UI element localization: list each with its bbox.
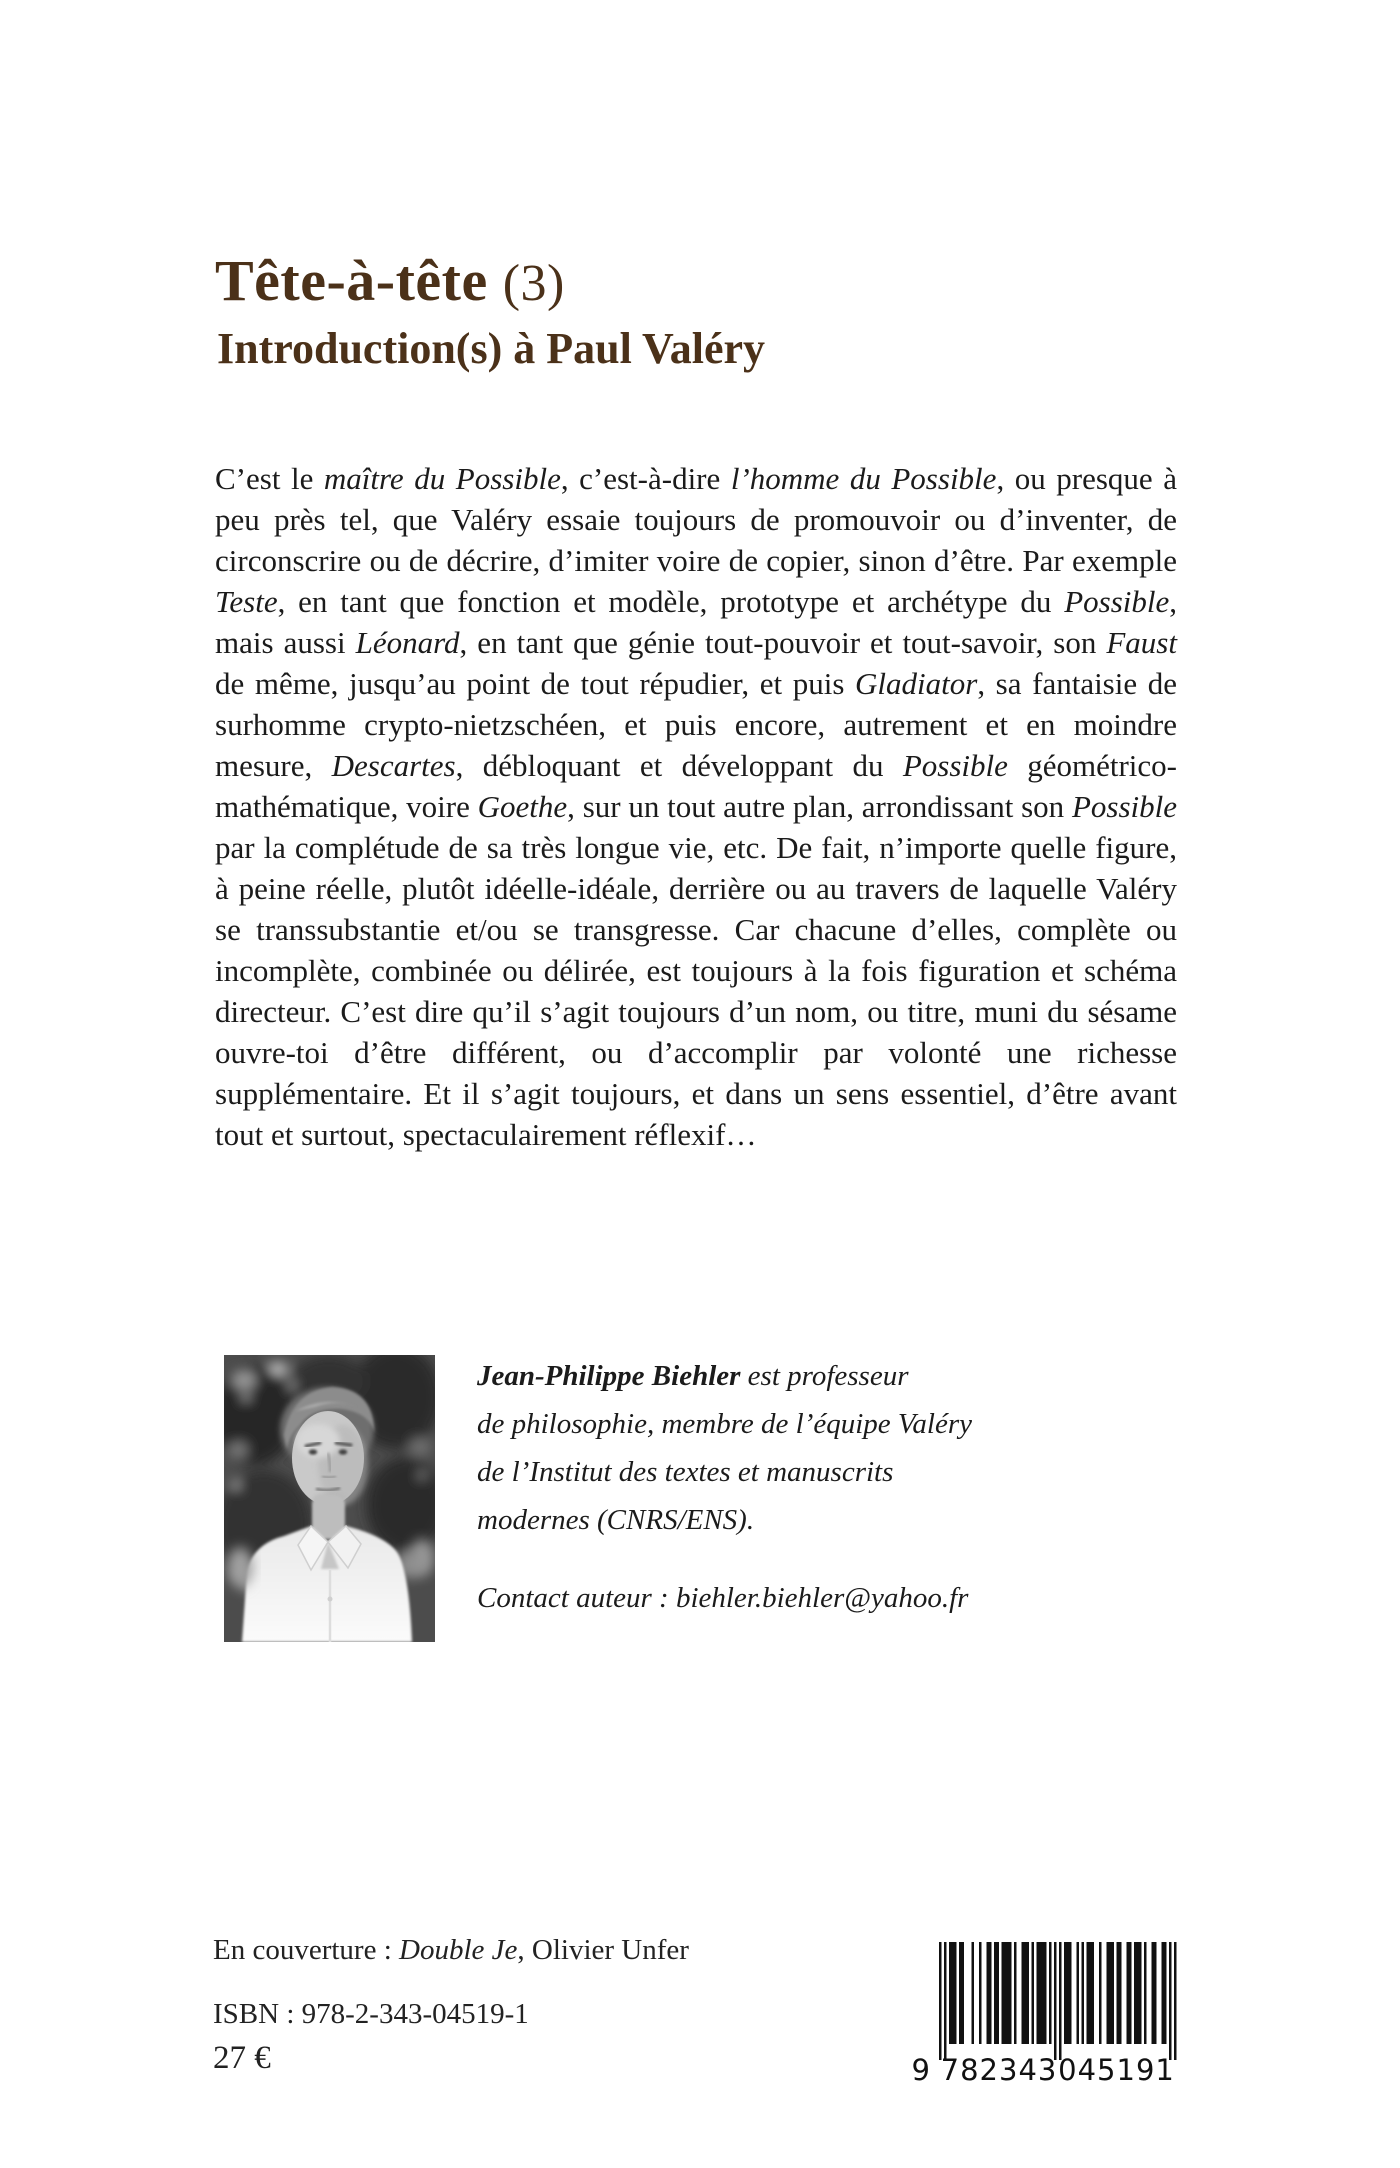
author-bio <box>477 1352 972 1622</box>
author-contact: Contact auteur : biehler.biehler@yahoo.fr <box>477 1582 969 1614</box>
author-photo <box>224 1355 435 1642</box>
text-segment: , sa fantaisie de surhomme crypto-nietzschéen, et puis encore, autrement et en moindre mesure, <box>215 666 1177 783</box>
barcode-digits: 045191 <box>1058 2053 1175 2082</box>
text-segment: l’homme du Possible <box>730 461 997 496</box>
text-segment: Léonard <box>355 625 460 660</box>
barcode-svg <box>899 1942 1179 2082</box>
bio-line <box>477 1352 972 1400</box>
text-segment: Jean-Philippe Biehler <box>477 1360 741 1392</box>
author-photo-image <box>224 1355 435 1642</box>
text-segment: Teste <box>215 584 278 619</box>
isbn: ISBN : 978-2-343-04519-1 <box>213 1998 529 2030</box>
text-segment: , c’est-à-dire <box>560 461 731 496</box>
text-segment: En couverture : <box>213 1934 400 1966</box>
text-segment: de philosophie, membre de l’équipe Valéry <box>477 1408 973 1440</box>
text-segment: , en tant que fonction et modèle, prototype et archétype du <box>277 584 1065 619</box>
text-segment: Descartes <box>331 748 456 783</box>
text-segment: par la complétude de sa très longue vie, etc. De fait, n’importe quelle figure, à peine réelle, plutôt idéelle-idéale, derrière ou au travers de laquelle Valéry se transsubstantie et/ou se transgresse. Car chacune d’elles, complète ou incomplète, combinée ou délirée, est toujours à la fois figuration et schéma directeur. C’est dire qu’il s’agit toujours d’un nom, ou titre, muni du sésame ouvre-toi d’être différent, ou d’accomplir par volonté une richesse supplémentaire. Et il s’agit toujours, et dans un sens essentiel, d’être avant tout et surtout, spectaculairement réflexif… <box>215 830 1177 1152</box>
barcode <box>899 1942 1179 2087</box>
footer-info <box>213 1934 689 2077</box>
text-segment: modernes (CNRS/ENS). <box>477 1504 755 1536</box>
book-title-text: Tête-à-tête <box>215 248 488 313</box>
author-bio-lines <box>477 1352 972 1544</box>
text-segment: , en tant que génie tout-pouvoir et tout-savoir, son <box>459 625 1107 660</box>
title-block <box>215 250 765 373</box>
text-segment: maître du Possible <box>323 461 561 496</box>
barcode-digits: 782343 <box>940 2053 1058 2082</box>
bio-line <box>477 1400 972 1448</box>
book-title-number: (3) <box>502 255 565 312</box>
text-segment: , mais aussi <box>215 584 1177 660</box>
text-segment: Double Je <box>399 1934 518 1966</box>
text-segment: Gladiator <box>855 666 978 701</box>
text-segment: de l’Institut des textes et manuscrits <box>477 1456 894 1488</box>
text-segment: Possible <box>902 748 1008 783</box>
book-subtitle: Introduction(s) à Paul Valéry <box>217 323 766 373</box>
text-segment: , Olivier Unfer <box>517 1934 689 1966</box>
bio-line <box>477 1496 972 1544</box>
bio-line <box>477 1448 972 1496</box>
text-segment: géométrico-mathématique, voire <box>215 748 1177 824</box>
cover-credit <box>213 1934 689 1967</box>
price: 27 € <box>213 2040 271 2076</box>
text-segment: Goethe <box>477 789 568 824</box>
text-segment: , sur un tout autre plan, arrondissant son <box>567 789 1072 824</box>
text-segment: est professeur <box>740 1360 909 1392</box>
text-segment: Faust <box>1106 625 1177 660</box>
text-segment: C’est le <box>215 461 324 496</box>
book-title <box>215 250 765 313</box>
text-segment: de même, jusqu’au point de tout répudier, et puis <box>215 666 856 701</box>
text-segment: , débloquant et développant du <box>455 748 903 783</box>
text-segment: Possible <box>1064 584 1170 619</box>
text-segment: , ou presque à peu près tel, que Valéry essaie toujours de promouvoir ou d’inventer, de circonscrire ou de décrire, d’imiter voire de copier, sinon d’être. Par exemple <box>215 461 1177 578</box>
text-segment: Possible <box>1071 789 1178 824</box>
barcode-digits: 9 <box>911 2053 931 2082</box>
back-cover-blurb <box>215 458 1177 1155</box>
